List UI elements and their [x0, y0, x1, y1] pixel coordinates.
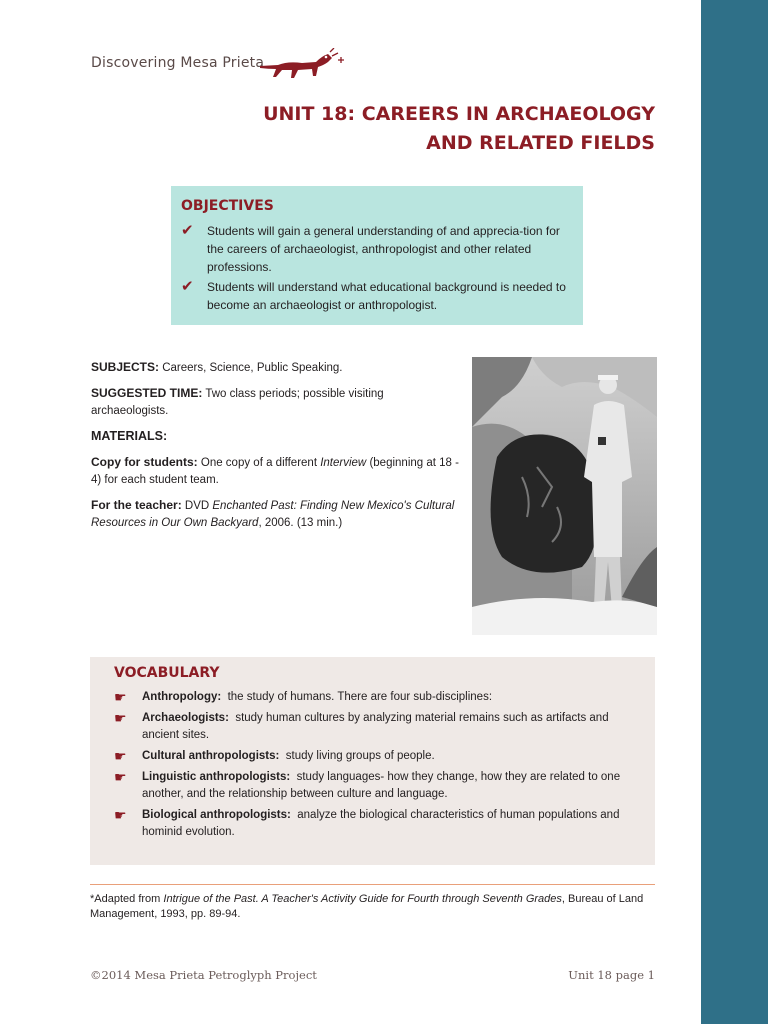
vocab-term: Archaeologists: — [142, 712, 229, 724]
vocab-item — [114, 748, 641, 765]
teacher-line — [91, 497, 461, 532]
time-value: Two class periods; possible visiting archaeologists. — [91, 388, 384, 417]
checkmark-icon: ✔ — [181, 222, 194, 239]
footnote-post: , Bureau of Land Management, 1993, pp. 89-94. — [90, 893, 644, 920]
copy-text-pre: One copy of a different — [200, 457, 318, 469]
objective-item — [181, 222, 573, 276]
teacher-label: For the teacher: — [91, 498, 182, 512]
vocabulary-box — [90, 657, 655, 865]
copy-line — [91, 454, 461, 489]
footer-page-number: Unit 18 page 1 — [568, 968, 655, 982]
side-color-bar — [701, 0, 768, 1024]
vocab-item — [114, 710, 641, 744]
vocabulary-heading: VOCABULARY — [114, 665, 220, 681]
objective-text: Students will gain a general understanding of and apprecia-tion for the careers of archaeologist, anthropologist and other related professions. — [207, 224, 560, 274]
footnote-divider — [90, 884, 655, 885]
vocab-definition: study languages- how they change, how they are related to one another, and the relationship between culture and language. — [142, 771, 621, 800]
copy-text-italic: Interview — [320, 457, 367, 469]
vocab-definition: study human cultures by analyzing material remains such as artifacts and ancient sites. — [142, 712, 609, 741]
teacher-text-pre: DVD — [184, 500, 210, 512]
footnote — [90, 892, 655, 922]
copy-label: Copy for students: — [91, 455, 198, 469]
pointing-hand-icon: ☛ — [114, 748, 127, 764]
pointing-hand-icon: ☛ — [114, 769, 127, 785]
time-line — [91, 385, 461, 420]
subjects-value: Careers, Science, Public Speaking. — [162, 362, 343, 374]
materials-line — [91, 428, 461, 446]
pointing-hand-icon: ☛ — [114, 689, 127, 705]
objective-text: Students will understand what educational background is needed to become an archaeologist or anthropologist. — [207, 280, 566, 312]
page-title — [263, 100, 655, 158]
vocab-definition: the study of humans. There are four sub-disciplines: — [227, 691, 493, 703]
vocab-term: Cultural anthropologists: — [142, 750, 280, 762]
vocab-definition: study living groups of people. — [285, 750, 435, 762]
title-line-1: UNIT 18: CAREERS IN ARCHAEOLOGY — [263, 103, 655, 125]
lesson-details — [91, 359, 461, 540]
footer-copyright: ©2014 Mesa Prieta Petroglyph Project — [90, 968, 317, 982]
objectives-heading: OBJECTIVES — [181, 198, 274, 214]
vocab-item — [114, 689, 641, 706]
checkmark-icon: ✔ — [181, 278, 194, 295]
petroglyph-animal-icon — [258, 48, 346, 84]
subjects-line — [91, 359, 461, 377]
copy-text-post: (beginning at 18 - 4) for each student team. — [91, 457, 459, 486]
objective-item — [181, 278, 573, 314]
vocab-term: Biological anthropologists: — [142, 809, 291, 821]
teacher-text-post: , 2006. (13 min.) — [258, 517, 343, 529]
vocab-term: Linguistic anthropologists: — [142, 771, 291, 783]
title-line-2: AND RELATED FIELDS — [426, 132, 655, 154]
pointing-hand-icon: ☛ — [114, 807, 127, 823]
teacher-text-italic: Enchanted Past: Finding New Mexico's Cultural Resources in Our Own Backyard — [91, 500, 455, 529]
materials-label: MATERIALS: — [91, 429, 168, 443]
objectives-box — [171, 186, 583, 325]
time-label: SUGGESTED TIME: — [91, 386, 203, 400]
footnote-pre: *Adapted from — [90, 893, 161, 905]
vocab-item — [114, 807, 641, 841]
vocab-term: Anthropology: — [142, 691, 222, 703]
vocab-item — [114, 769, 641, 803]
footnote-italic: Intrigue of the Past. A Teacher's Activity Guide for Fourth through Seventh Grades — [163, 893, 562, 905]
pointing-hand-icon: ☛ — [114, 710, 127, 726]
subjects-label: SUBJECTS: — [91, 360, 160, 374]
brand-name: Discovering Mesa Prieta — [91, 55, 265, 71]
vocab-definition: analyze the biological characteristics of human populations and hominid evolution. — [142, 809, 620, 838]
archaeologist-photo — [472, 357, 657, 635]
